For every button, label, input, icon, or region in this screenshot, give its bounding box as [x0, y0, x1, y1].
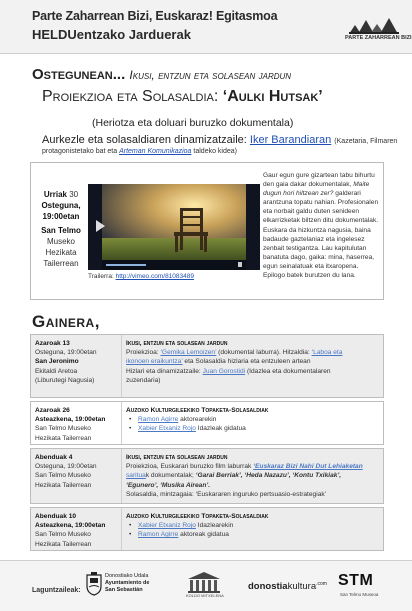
event-row — [30, 448, 384, 504]
guide-role: aktoreak gidatua — [180, 531, 229, 539]
program-logo — [345, 16, 412, 44]
presenter-line — [42, 134, 397, 146]
main-title — [32, 66, 291, 83]
main-event-month: Urriak — [43, 190, 67, 199]
event-heading: Ikusi, entzun eta solasean jardun — [126, 340, 228, 347]
event-date-block — [35, 512, 117, 549]
main-title-day: Ostegunean... — [32, 66, 126, 83]
presenter-note: (Kazetaria, Filmaren — [334, 138, 398, 145]
event-heading: Ikusi, entzun eta solasean jardun — [126, 454, 228, 461]
guest-link[interactable]: Ramon Agirre — [138, 416, 179, 424]
film-description — [263, 171, 381, 280]
film-still-image — [88, 184, 260, 270]
presenter-note-2: protagonistetako bat eta — [42, 148, 118, 155]
main-title-series: Ikusi, entzun eta solasean jardun — [129, 68, 292, 82]
main-event-box — [30, 162, 384, 300]
donostia-city-logo — [86, 570, 156, 604]
presenter-line-2 — [42, 148, 237, 155]
main-event-when-where — [37, 189, 85, 269]
list-item — [126, 530, 379, 539]
event-row — [30, 401, 384, 445]
guide-role: Idazleak gidatua — [197, 425, 246, 433]
film-title: ‘Aulki Hutsak’ — [222, 88, 323, 105]
event-venue-name: San Jeronimo — [35, 358, 79, 366]
list-item — [126, 424, 379, 433]
logo-text: PARTE ZAHARREAN BIZI — [345, 35, 412, 41]
description-question: Maite dugun hori hiltzean zer? — [263, 181, 370, 198]
event-line — [126, 348, 379, 357]
event-venue-1: San Telmo Museko — [35, 531, 91, 539]
sponsors-label: Laguntzaileak: — [32, 587, 81, 594]
main-subtitle — [42, 88, 323, 106]
gainera-heading: Gainera, — [32, 312, 100, 331]
sponsors-footer — [0, 560, 412, 611]
event-venue-2: Hezikata Tailerrean — [35, 481, 92, 489]
main-event-weekday: Osteguna, — [41, 201, 81, 210]
event-line — [126, 357, 379, 366]
talk-link-2[interactable]: ikonoen eraikuntza’ — [126, 358, 183, 366]
event-time: Osteguna, 19:00etan — [35, 349, 97, 357]
donostiakultura-logo — [248, 581, 327, 592]
event-venue-2: (Liburutegi Nagusia) — [35, 376, 95, 384]
event-date: Abenduak 10 — [35, 513, 77, 520]
dk-part-3: .com — [316, 581, 327, 587]
event-time: Asteazkena, 19:00etan — [35, 522, 106, 530]
trailer-line — [88, 273, 194, 280]
film-link[interactable]: ‘Gemika Lemoizen’ — [160, 349, 217, 357]
donostia-line-3: San Sebastián — [105, 587, 143, 593]
koldo-text: KOLDO MITXELENA — [186, 593, 224, 598]
event-text: (dokumental laburra). Hitzaldia: — [218, 349, 310, 357]
event-venue-1: San Telmo Museko — [35, 472, 91, 480]
donostia-text — [105, 573, 149, 594]
event-body — [121, 335, 383, 397]
contest-link[interactable]: ‘Euskaraz Bizi Nahi Dut Lehiaketan — [253, 463, 363, 471]
event-text: Proiekzioa, Euskarari buruzko film laburrak — [126, 463, 252, 471]
event-date-block — [35, 406, 117, 443]
event-text: k dokumentalak; — [145, 472, 194, 480]
dk-part-1: donostia — [248, 581, 288, 593]
presenter-company-link[interactable]: Arteman Komunikazioa — [119, 148, 192, 155]
talk-link[interactable]: ‘Laboa eta — [311, 349, 343, 357]
event-date: Azaroak 26 — [35, 407, 70, 414]
event-date-block — [35, 453, 117, 490]
film-titles: ‘Garai Berriak’, ‘Heda Nazazu’, ‘Kontu Txikiak’, — [195, 472, 342, 480]
koldo-mitxelena-logo — [186, 571, 222, 601]
main-event-time: 19:00etan — [42, 212, 80, 221]
events-list — [30, 334, 384, 554]
poster-header — [0, 0, 412, 54]
event-text: Proiekzioa: — [126, 349, 159, 357]
main-event-venue-1: Museko — [46, 237, 75, 246]
event-line — [126, 471, 379, 480]
description-text-2: galderari arantzuna topatu nahian. Profesionalen eta norbait galdu duten senideen elkarrizketak biltzen ditu dokumentalak. Euskara da hizkuntza nagusia, baina badaude gaztelaniaz eta ingelesez zenbait testigantza. Lau kapitulutan banatuta dago, gaika: mina, haserrea, egun seinalatuak eta itxaropena. Epilogo batek burutzen du lana. — [263, 190, 379, 280]
guest-link[interactable]: Xabier Etxaniz Rojo — [138, 522, 196, 530]
event-heading: Auzoko Kulturgileekiko Topaketa-Solasaldiak — [126, 407, 269, 414]
event-time: Asteazkena, 19:00etan — [35, 416, 106, 424]
event-date: Abenduak 4 — [35, 454, 73, 461]
donostia-line-2: Ayuntamiento de — [105, 580, 150, 586]
event-row — [30, 507, 384, 551]
list-item — [126, 521, 379, 530]
speaker-link[interactable]: Juan Gorostidi — [202, 367, 246, 375]
event-venue-2: Hezikata Tailerrean — [35, 540, 92, 548]
guide-link[interactable]: Xabier Etxaniz Rojo — [138, 425, 196, 433]
city-crest-icon — [86, 572, 102, 596]
program-title: Parte Zaharrean Bizi, Euskaraz! Egitasmoa — [32, 9, 278, 23]
event-venue-2: Hezikata Tailerrean — [35, 434, 92, 442]
event-line — [126, 367, 379, 376]
stm-subtitle: San Telmo Museoa — [340, 592, 379, 597]
presenter-name-link[interactable]: Iker Barandiaran — [249, 134, 332, 146]
main-event-venue: San Telmo — [41, 226, 81, 235]
event-time: Osteguna, 19:00etan — [35, 463, 97, 471]
event-text: eta Solasaldia hizlaria eta entzuleen artean — [184, 358, 311, 366]
rooftops-icon — [349, 16, 399, 34]
dk-part-2: kultura — [287, 581, 317, 593]
event-body — [121, 449, 383, 503]
event-text: Hizlari eta dinamizatzaile: — [126, 367, 201, 375]
donostia-line-1: Donostiako Udala — [105, 573, 149, 579]
event-venue-1: Ekitaldi Aretoa — [35, 367, 78, 375]
trailer-link[interactable]: http://vimeo.com/81083489 — [115, 273, 194, 280]
event-body — [121, 508, 383, 550]
event-date: Azaroak 13 — [35, 340, 70, 347]
event-date-block — [35, 339, 117, 385]
guest-role: aktorearekin — [180, 416, 217, 424]
presenter-intro: Aurkezle eta solasaldiaren dinamizatzaile: — [42, 134, 247, 146]
film-titles-2: ‘Egunero’, ‘Musika Airean’. — [126, 481, 211, 489]
event-venue-1: San Telmo Museko — [35, 425, 91, 433]
stm-logo: STM — [338, 572, 374, 589]
event-body — [121, 402, 383, 444]
event-row — [30, 334, 384, 398]
trailer-video-player[interactable] — [88, 184, 260, 270]
event-line — [126, 462, 379, 471]
library-building-icon — [186, 571, 222, 593]
documentary-note: (Heriotza eta doluari buruzko dokumentala) — [92, 117, 294, 129]
trailer-label: Trailerra: — [88, 273, 114, 280]
list-item — [126, 415, 379, 424]
event-line: zuzendaria) — [126, 376, 161, 384]
subtitle-prefix: Proiekzioa eta Solasaldia: — [42, 88, 219, 105]
guide-link[interactable]: Ramon Agirre — [138, 531, 179, 539]
event-line: Solasaldia, mintzagaia: ‘Euskararen inguruko pertsuasio-estrategiak’ — [126, 490, 327, 498]
contest-link-2[interactable]: saritua — [126, 472, 146, 480]
event-heading: Auzoko Kulturgileekiko Topaketa-Solasaldiak — [126, 513, 269, 520]
main-event-venue-2: Hezikata — [45, 248, 77, 257]
audience-title: HELDUentzako Jarduerak — [32, 27, 191, 42]
description-text-1: Gaur egun gure gizartean tabu bihurtu den gaia dakar dokumentalak, — [263, 172, 375, 189]
main-event-day: 30 — [69, 190, 79, 199]
event-text: (Idazlea eta dokumentalaren — [246, 367, 331, 375]
guest-role: Idazlearekin — [197, 522, 234, 530]
main-event-venue-3: Tailerrean — [43, 259, 79, 268]
presenter-note-3: taldeko kidea) — [193, 148, 237, 155]
